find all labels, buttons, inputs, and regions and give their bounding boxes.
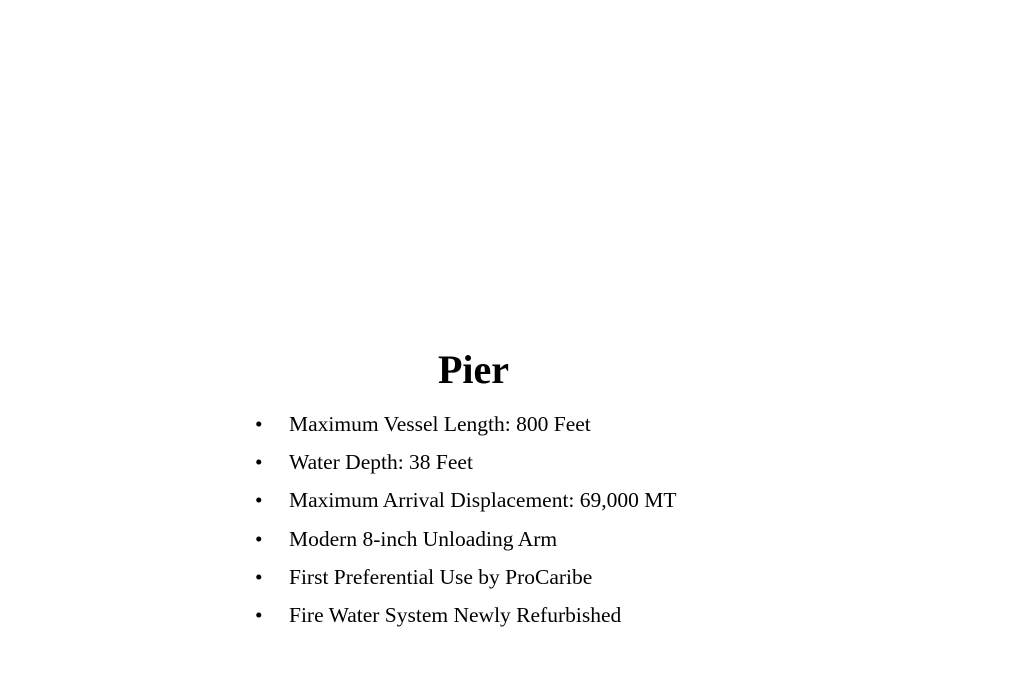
bullet-marker: • xyxy=(255,412,263,436)
bullet-item xyxy=(252,445,677,483)
bullet-item xyxy=(252,407,677,445)
bullet-text: Fire Water System Newly Refurbished xyxy=(289,602,622,627)
bullet-item xyxy=(252,483,677,521)
bullet-marker: • xyxy=(255,526,263,551)
bullet-text: Water Depth: 38 Feet xyxy=(289,450,473,475)
bullet-item xyxy=(252,560,677,598)
bullet-text: First Preferential Use by ProCaribe xyxy=(289,564,593,589)
bullet-marker: • xyxy=(255,602,263,627)
bullet-text: Maximum Arrival Displacement: 69,000 MT xyxy=(289,488,677,513)
bullet-text: Modern 8-inch Unloading Arm xyxy=(289,526,558,551)
bullet-item xyxy=(252,522,677,560)
bullet-text: Maximum Vessel Length: 800 Feet xyxy=(289,412,591,436)
bullet-item xyxy=(252,598,677,636)
bullet-marker: • xyxy=(255,488,263,513)
bullet-list xyxy=(252,407,677,636)
bullet-marker: • xyxy=(255,564,263,589)
bullet-marker: • xyxy=(255,450,263,475)
slide-title: Pier xyxy=(438,347,510,392)
